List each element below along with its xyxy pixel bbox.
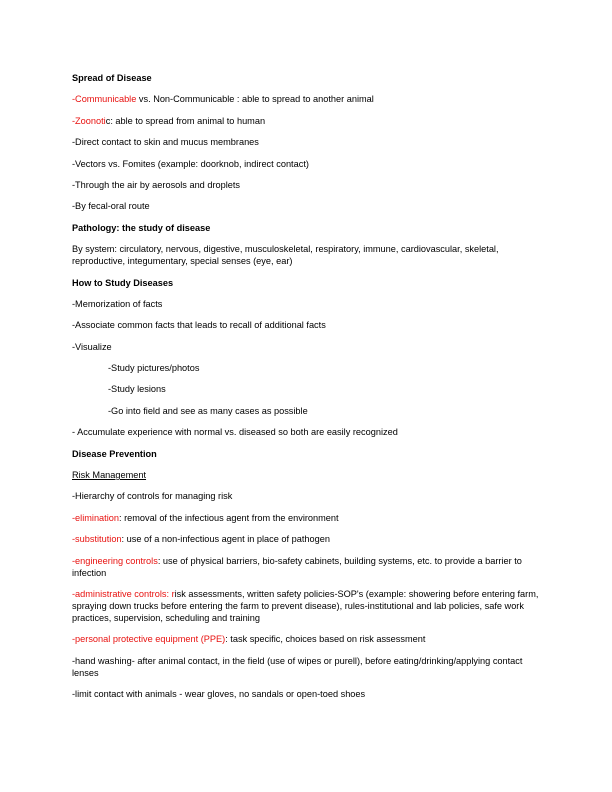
heading-spread-of-disease: Spread of Disease bbox=[72, 73, 152, 83]
line-zoonotic bbox=[72, 115, 540, 127]
line-visualize: -Visualize bbox=[72, 341, 112, 352]
text-engineering-controls: : use of physical barriers, bio-safety cabinets, building systems, etc. to provide a barrier to infection bbox=[72, 555, 522, 578]
line-by-system: By system: circulatory, nervous, digestive, musculoskeletal, respiratory, immune, cardiovascular, skeletal, reproductive, integumentary, special senses (eye, ear) bbox=[72, 244, 499, 267]
line-associate: -Associate common facts that leads to recall of additional facts bbox=[72, 320, 326, 331]
line-accumulate-experience: - Accumulate experience with normal vs. diseased so both are easily recognized bbox=[72, 427, 398, 438]
text-elimination: : removal of the infectious agent from the environment bbox=[118, 512, 339, 523]
text-zoonotic: c: able to spread from animal to human bbox=[105, 115, 266, 126]
line-ppe bbox=[72, 633, 540, 645]
text-communicable: vs. Non-Communicable : able to spread to another animal bbox=[136, 94, 374, 105]
term-communicable: -Communicable bbox=[72, 94, 137, 105]
line-elimination bbox=[72, 512, 540, 524]
line-hierarchy: -Hierarchy of controls for managing risk bbox=[72, 491, 233, 502]
line-engineering-controls bbox=[72, 555, 540, 579]
line-administrative-controls bbox=[72, 588, 540, 624]
term-administrative-controls: -administrative controls: r bbox=[72, 588, 175, 599]
line-hand-washing: -hand washing- after animal contact, in the field (use of wipes or purell), before eating/drinking/applying contact lenses bbox=[72, 655, 523, 678]
line-direct-contact: -Direct contact to skin and mucus membranes bbox=[72, 137, 259, 148]
line-memorization: -Memorization of facts bbox=[72, 298, 163, 309]
line-substitution bbox=[72, 533, 540, 545]
heading-how-to-study: How to Study Diseases bbox=[72, 277, 174, 288]
term-substitution: -substitution bbox=[72, 534, 122, 545]
line-limit-contact: -limit contact with animals - wear gloves, no sandals or open-toed shoes bbox=[72, 689, 366, 700]
heading-pathology: Pathology: the study of disease bbox=[72, 222, 211, 233]
line-airborne: -Through the air by aerosols and droplets bbox=[72, 179, 241, 190]
term-ppe: -personal protective equipment (PPE) bbox=[72, 634, 226, 645]
text-administrative-controls: isk assessments, written safety policies-SOP's (example: showering before entering farm, spraying down trucks before entering the farm to prevent disease), rules-institutional and lab policies, safe work practices, supervision, scheduling and training bbox=[72, 588, 539, 623]
line-fecal-oral: -By fecal-oral route bbox=[72, 201, 150, 212]
sub-item-go-into-field: -Go into field and see as many cases as possible bbox=[108, 405, 308, 416]
sub-item-study-lesions: -Study lesions bbox=[108, 384, 166, 395]
term-zoonotic: -Zoonoti bbox=[72, 115, 106, 126]
term-elimination: -elimination bbox=[72, 512, 119, 523]
line-vectors-fomites: -Vectors vs. Fomites (example: doorknob, indirect contact) bbox=[72, 158, 309, 169]
document-page bbox=[72, 72, 540, 710]
subheading-risk-management: Risk Management bbox=[72, 470, 147, 481]
heading-disease-prevention: Disease Prevention bbox=[72, 448, 157, 459]
text-substitution: : use of a non-infectious agent in place of pathogen bbox=[121, 534, 330, 545]
term-engineering-controls: -engineering controls bbox=[72, 555, 158, 566]
text-ppe: : task specific, choices based on risk assessment bbox=[225, 634, 426, 645]
sub-item-study-pictures: -Study pictures/photos bbox=[108, 363, 200, 374]
line-communicable bbox=[72, 93, 540, 105]
